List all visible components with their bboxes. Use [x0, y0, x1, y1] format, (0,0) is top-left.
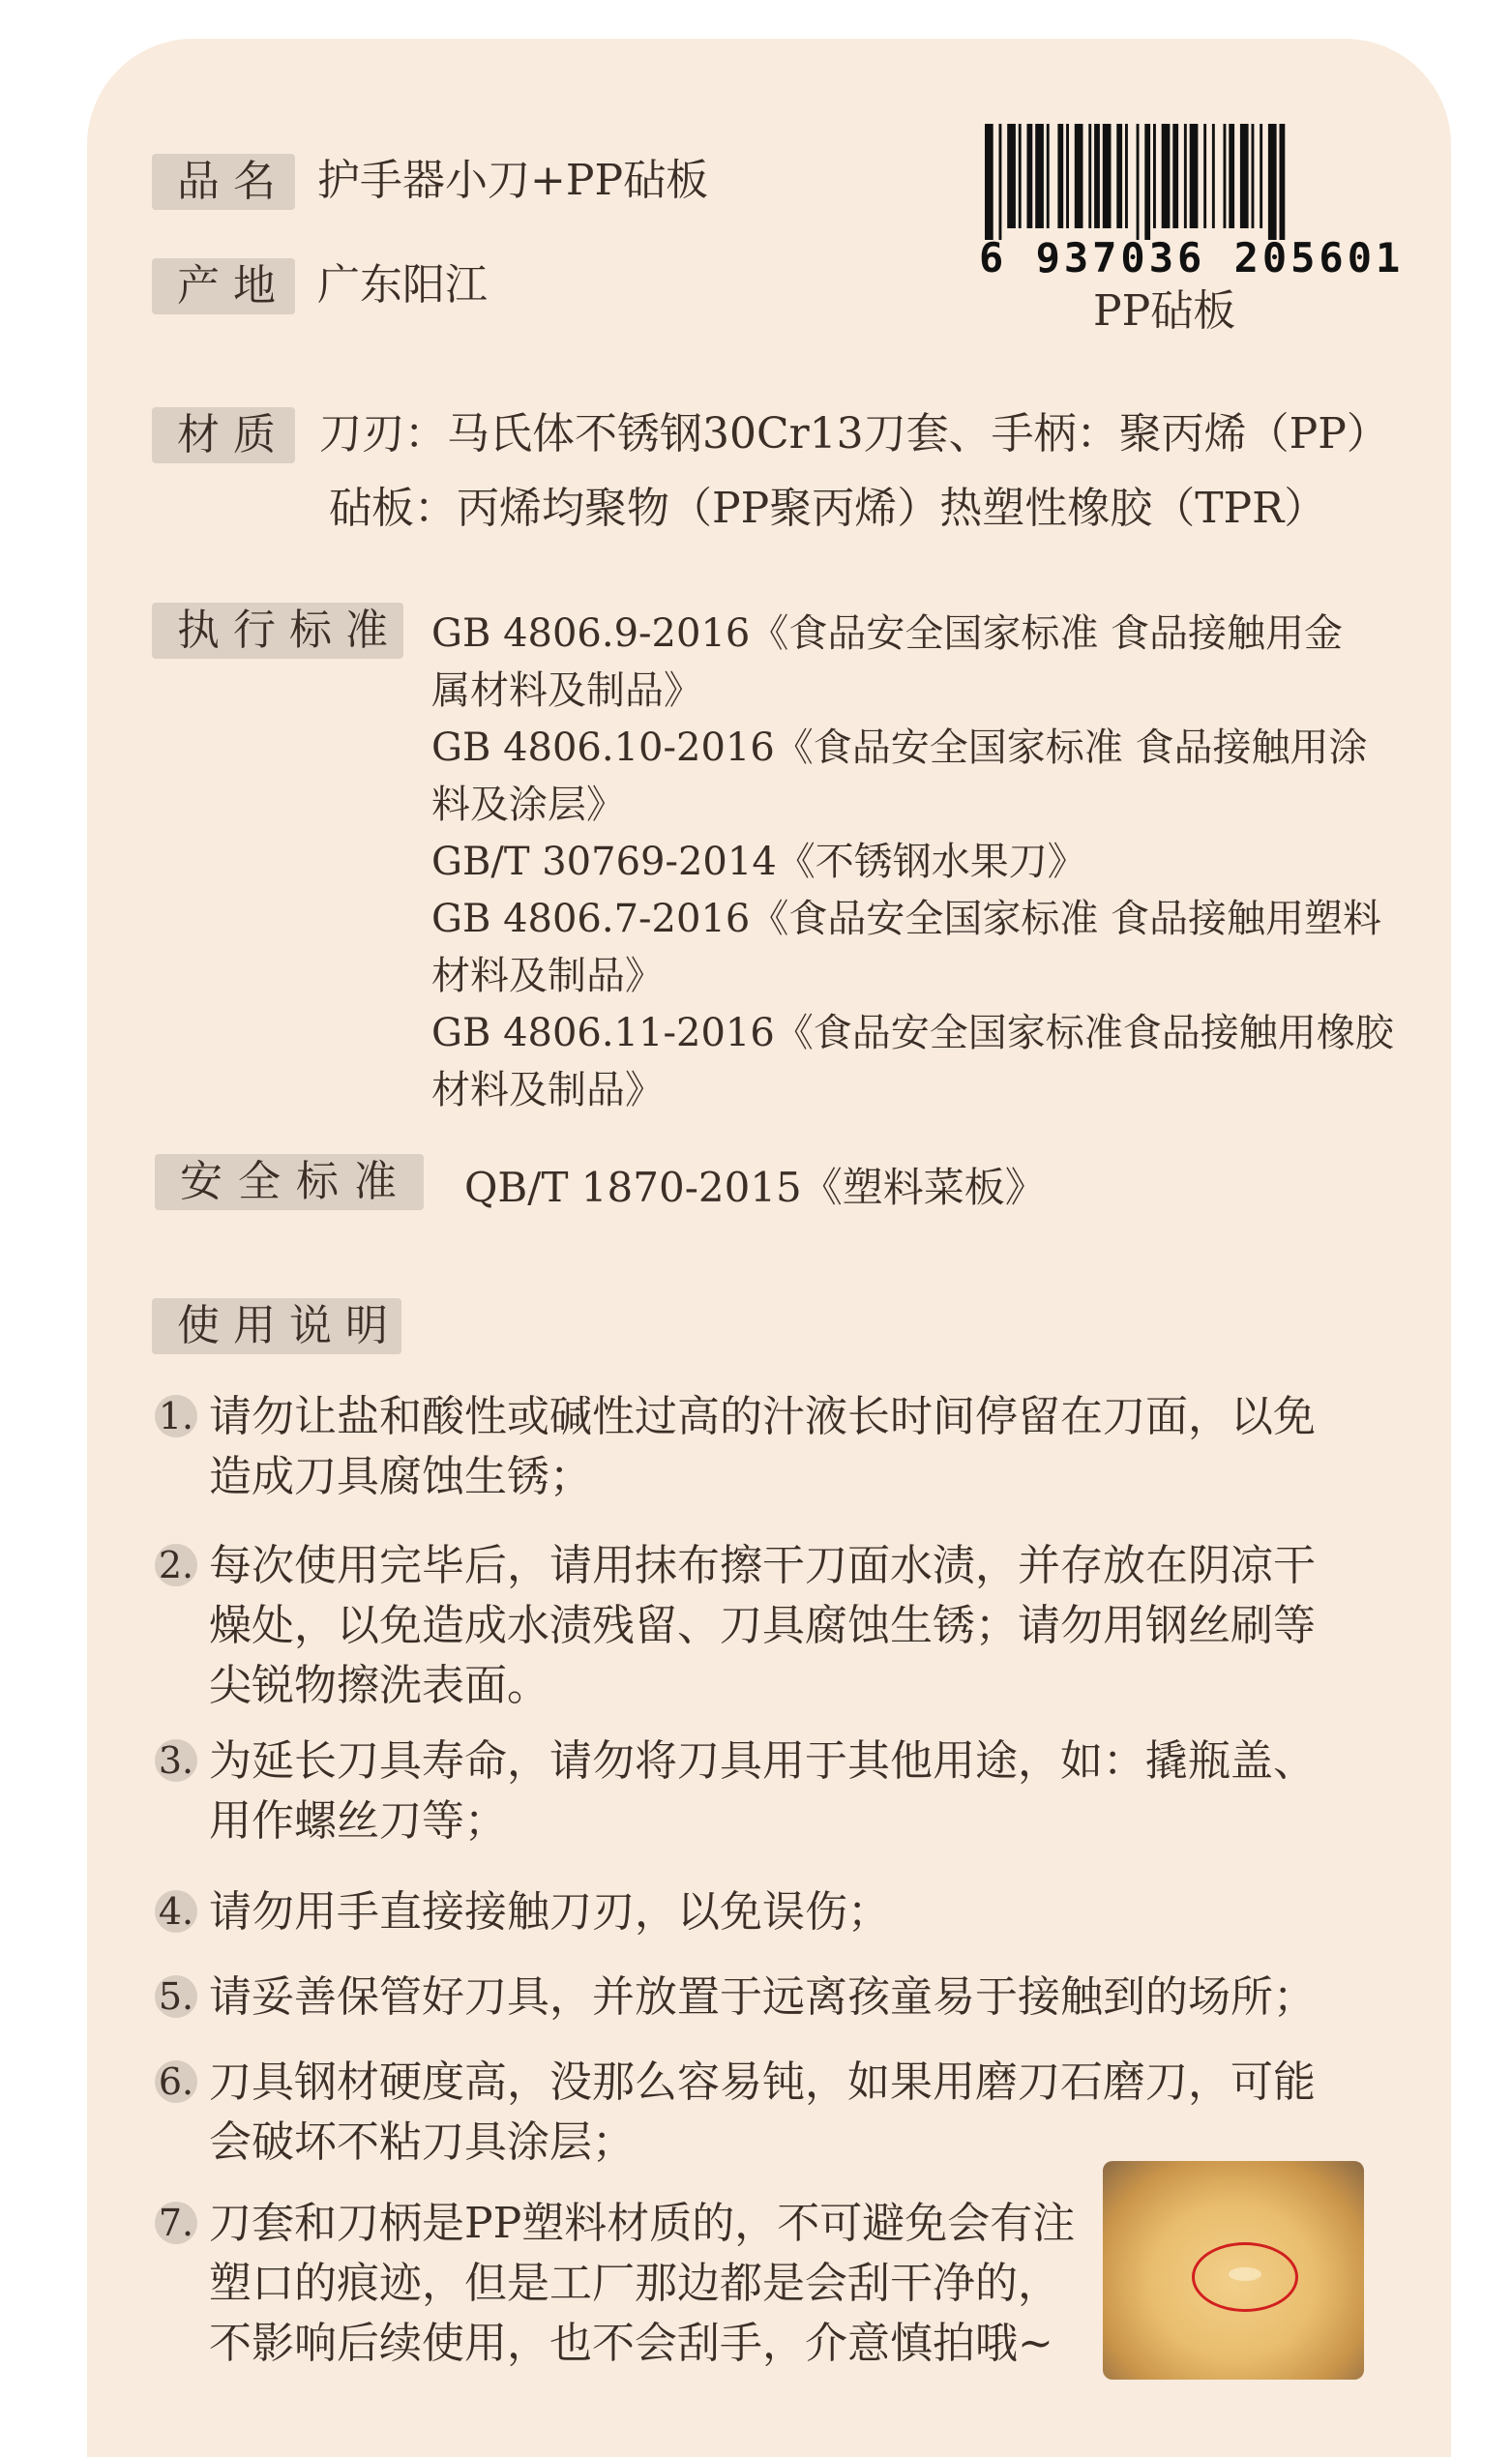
- standard-line: GB 4806.10-2016《食品安全国家标准 食品接触用涂: [431, 725, 1368, 770]
- usage-item-text: 刀具钢材硬度高，没那么容易钝，如果用磨刀石磨刀，可能: [209, 2057, 1316, 2107]
- usage-item-text: 每次使用完毕后，请用抹布擦干刀面水渍，并存放在阴凉干: [209, 1541, 1316, 1590]
- barcode-bar: [1066, 124, 1069, 228]
- usage-item: [155, 1732, 1316, 1851]
- usage-item-text: 尖锐物擦洗表面。: [209, 1661, 549, 1710]
- barcode-bar: [1212, 124, 1215, 228]
- usage-item-text: 不影响后续使用，也不会刮手，介意慎拍哦~: [209, 2319, 1053, 2368]
- usage-item-number: 3.: [155, 1739, 197, 1782]
- usage-item-text: 会破坏不粘刀具涂层；: [209, 2117, 635, 2167]
- safety-label: 安全标准: [155, 1154, 424, 1210]
- barcode-bar: [1260, 124, 1262, 228]
- barcode-bar: [1190, 124, 1199, 228]
- barcode: [979, 124, 1405, 281]
- barcode-bar: [1075, 124, 1083, 228]
- usage-item-number: 5.: [155, 1975, 197, 2018]
- material-line-2: 砧板：丙烯均聚物（PP聚丙烯）热塑性橡胶（TPR）: [329, 484, 1327, 533]
- barcode-bar: [1172, 124, 1178, 228]
- usage-item-number: 1.: [155, 1395, 197, 1437]
- highlight-circle: [1192, 2242, 1298, 2312]
- barcode-bar: [1240, 124, 1249, 228]
- name-value: 护手器小刀+PP砧板: [317, 156, 709, 205]
- usage-item-text: 请勿让盐和酸性或碱性过高的汁液长时间停留在刀面，以免: [209, 1392, 1316, 1441]
- usage-item: [155, 1536, 1316, 1716]
- usage-item-text: 请妥善保管好刀具，并放置于远离孩童易于接触到的场所；: [209, 1972, 1316, 2022]
- barcode-bar: [1057, 124, 1063, 228]
- standard-line: GB 4806.11-2016《食品安全国家标准食品接触用橡胶: [431, 1011, 1394, 1055]
- usage-item-text: 请勿用手直接接触刀刃，以免误伤；: [209, 1887, 890, 1937]
- standard-line: GB 4806.7-2016《食品安全国家标准 食品接触用塑料: [431, 897, 1382, 941]
- barcode-bar: [1252, 124, 1255, 228]
- barcode-bar: [1027, 124, 1033, 228]
- barcode-bars: [979, 124, 1376, 240]
- barcode-bar: [1144, 124, 1150, 240]
- usage-item: [155, 1882, 890, 1942]
- usage-item-text: 刀套和刀柄是PP塑料材质的，不可避免会有注: [209, 2199, 1076, 2248]
- barcode-bar: [999, 124, 1002, 240]
- barcode-bar: [1125, 124, 1128, 228]
- usage-item: [155, 1387, 1316, 1507]
- barcode-bar: [1137, 124, 1140, 240]
- usage-label: 使用说明: [152, 1298, 401, 1354]
- standard-line: 材料及制品》: [431, 1068, 664, 1112]
- usage-item-text: 为延长刀具寿命，请勿将刀具用于其他用途，如：撬瓶盖、: [209, 1736, 1316, 1786]
- usage-item-text: 用作螺丝刀等；: [209, 1796, 507, 1846]
- usage-item-number: 7.: [155, 2202, 197, 2244]
- barcode-bar: [1229, 124, 1234, 228]
- barcode-bar: [1103, 124, 1112, 228]
- standards-label: 执行标准: [152, 603, 403, 659]
- usage-item-number: 2.: [155, 1544, 197, 1586]
- origin-label: 产地: [152, 258, 295, 314]
- name-label: 品名: [152, 154, 295, 210]
- usage-item: [155, 1968, 1316, 2028]
- barcode-bar: [1047, 124, 1050, 228]
- origin-value: 广东阳江: [317, 260, 488, 310]
- barcode-bar: [1019, 124, 1022, 228]
- barcode-bar: [1007, 124, 1016, 228]
- barcode-bar: [1280, 124, 1286, 240]
- barcode-bar: [1088, 124, 1091, 228]
- standard-line: 属材料及制品》: [431, 668, 702, 713]
- usage-item-number: 6.: [155, 2060, 197, 2103]
- barcode-bar: [1203, 124, 1206, 228]
- material-label: 材质: [152, 407, 295, 463]
- usage-item: [155, 2194, 1075, 2374]
- standard-line: 料及涂层》: [431, 783, 625, 827]
- barcode-caption: PP砧板: [1093, 286, 1236, 336]
- barcode-bar: [1224, 124, 1227, 228]
- injection-mark-photo: [1103, 2161, 1364, 2380]
- usage-item-number: 4.: [155, 1890, 197, 1933]
- barcode-bar: [1268, 124, 1277, 240]
- barcode-bar: [1094, 124, 1100, 228]
- barcode-bar: [1035, 124, 1044, 228]
- standard-line: GB 4806.9-2016《食品安全国家标准 食品接触用金: [431, 611, 1344, 656]
- barcode-bar: [1153, 124, 1156, 228]
- barcode-bar: [1116, 124, 1122, 228]
- usage-item-text: 燥处，以免造成水渍残留、刀具腐蚀生锈；请勿用钢丝刷等: [209, 1601, 1316, 1650]
- barcode-digits: 6 937036 205601: [979, 234, 1405, 281]
- usage-item-text: 造成刀具腐蚀生锈；: [209, 1452, 592, 1501]
- barcode-bar: [1162, 124, 1171, 228]
- standard-line: GB/T 30769-2014《不锈钢水果刀》: [431, 840, 1086, 884]
- usage-item: [155, 2053, 1316, 2173]
- barcode-bar: [985, 124, 993, 240]
- material-line-1: 刀刃：马氏体不锈钢30Cr13刀套、手柄：聚丙烯（PP）: [319, 409, 1389, 459]
- usage-item-text: 塑口的痕迹，但是工厂那边都是会刮干净的，: [209, 2259, 1060, 2308]
- standard-line: 材料及制品》: [431, 954, 664, 998]
- safety-value: QB/T 1870-2015《塑料菜板》: [464, 1164, 1046, 1211]
- barcode-bar: [1184, 124, 1187, 228]
